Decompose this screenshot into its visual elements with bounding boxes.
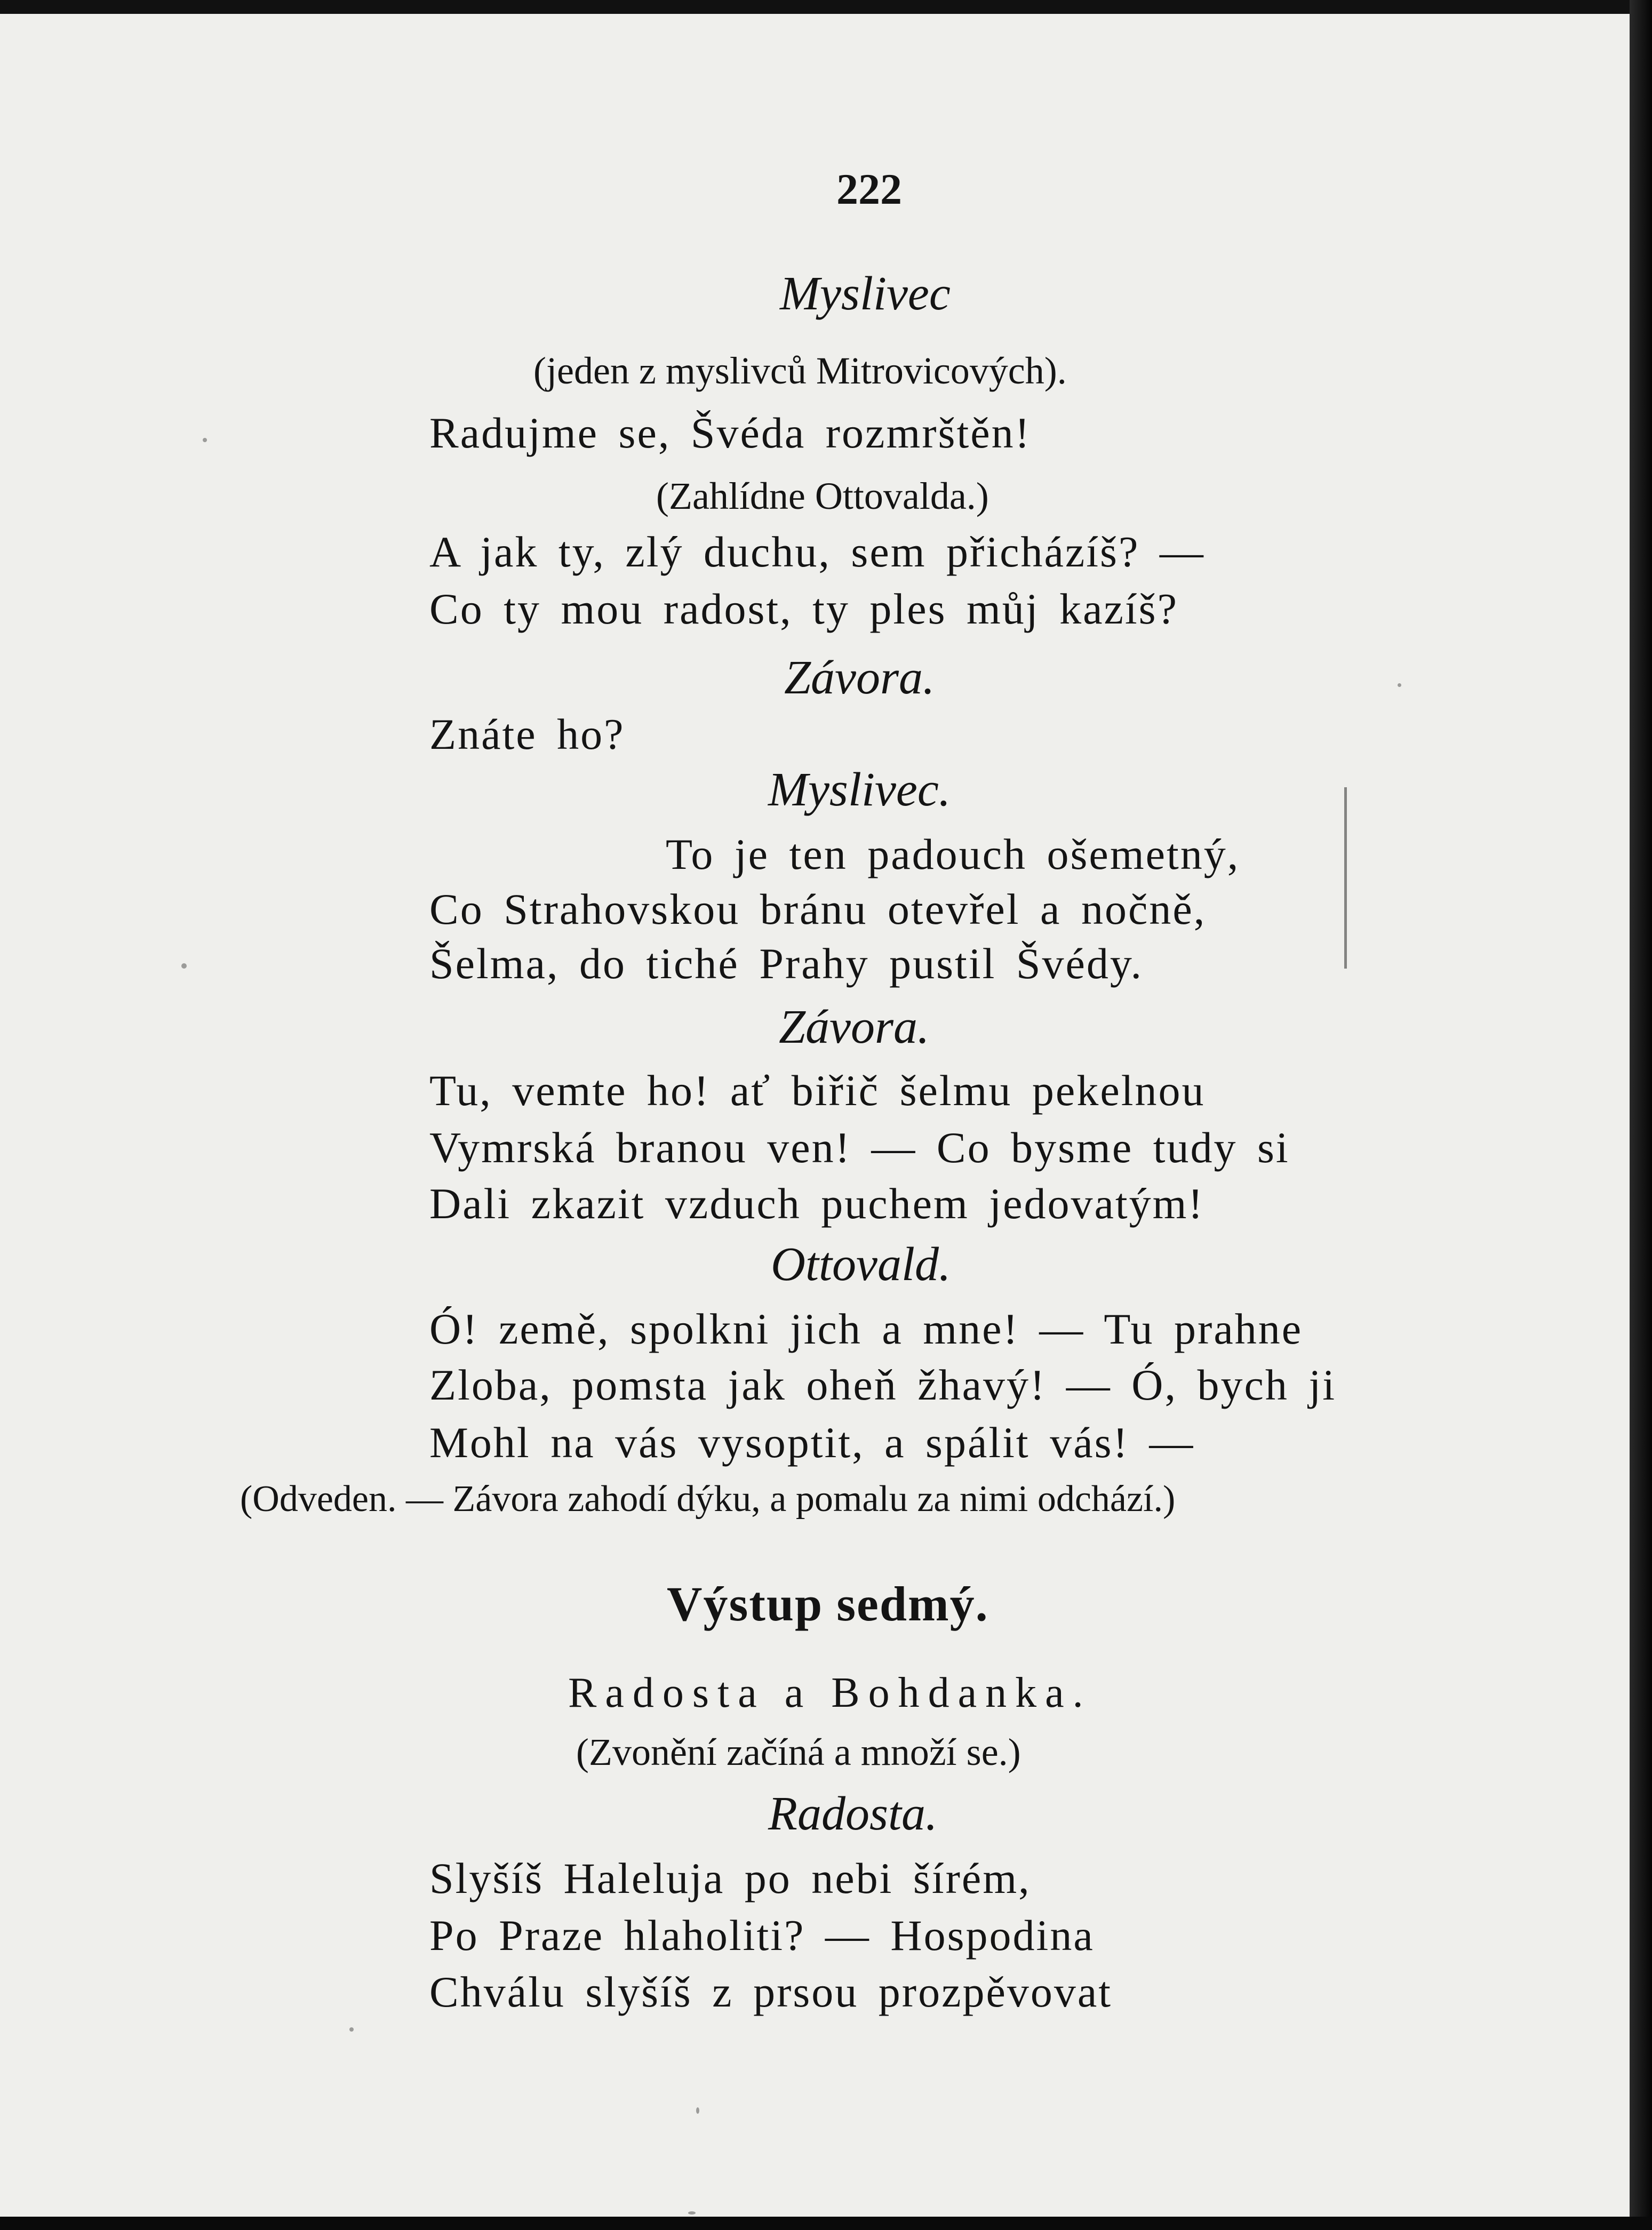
- stage-direction-exit: (Odveden. — Závora zahodí dýku, a pomalu za nimi odchází.): [240, 1478, 1176, 1520]
- verse-line: Slyšíš Haleluja po nebi šírém,: [429, 1854, 1031, 1903]
- speaker-radosta: Radosta.: [768, 1787, 938, 1840]
- stage-direction: (Zahlídne Ottovalda.): [656, 475, 989, 517]
- paper-speck: [1398, 683, 1401, 687]
- stage-direction: (jeden z myslivců Mitrovicových).: [533, 349, 1067, 392]
- verse-line: Co Strahovskou bránu otevřel a nočně,: [429, 885, 1207, 933]
- verse-line: Vymrská branou ven! — Co bysme tudy si: [429, 1123, 1290, 1172]
- verse-line: Znáte ho?: [429, 710, 625, 758]
- speaker-myslivec: Myslivec.: [768, 763, 951, 816]
- paper-speck: [203, 438, 207, 442]
- verse-line: Dali zkazit vzduch puchem jedovatým!: [429, 1179, 1204, 1228]
- verse-line: A jak ty, zlý duchu, sem přicházíš? —: [429, 527, 1205, 576]
- paper-speck: [349, 2027, 354, 2032]
- paper-speck: [181, 963, 187, 969]
- verse-line: Ó! země, spolkni jich a mne! — Tu prahne: [429, 1305, 1303, 1353]
- verse-line: Zloba, pomsta jak oheň žhavý! — Ó, bych ji: [429, 1361, 1336, 1409]
- scan-edge-bottom: [0, 2217, 1652, 2230]
- scene-characters: Radosta a Bohdanka.: [568, 1669, 1092, 1716]
- stage-direction: (Zvonění začíná a množí se.): [576, 1731, 1021, 1773]
- verse-line: Mohl na vás vysoptit, a spálit vás! —: [429, 1418, 1195, 1467]
- verse-line: Po Praze hlaholiti? — Hospodina: [429, 1911, 1095, 1960]
- verse-line: Chválu slyšíš z prsou prozpěvovat: [429, 1968, 1113, 2016]
- verse-line: Radujme se, Švéda rozmrštěn!: [429, 409, 1031, 457]
- paper-speck: [696, 2107, 699, 2114]
- verse-line: Co ty mou radost, ty ples můj kazíš?: [429, 585, 1178, 633]
- speaker-zavora: Závora.: [784, 651, 935, 704]
- speaker-zavora: Závora.: [779, 1001, 930, 1053]
- verse-line: To je ten padouch ošemetný,: [666, 830, 1240, 878]
- verse-line: Tu, vemte ho! ať biřič šelmu pekelnou: [429, 1066, 1206, 1115]
- speaker-myslivec: Myslivec: [780, 267, 951, 320]
- scan-edge-right: [1630, 0, 1652, 2230]
- page-number: 222: [836, 165, 902, 213]
- margin-mark: [1344, 787, 1347, 969]
- verse-line: Šelma, do tiché Prahy pustil Švédy.: [429, 939, 1144, 988]
- scene-heading: Výstup sedmý.: [667, 1577, 989, 1631]
- paper-speck: [688, 2211, 696, 2215]
- speaker-ottovald: Ottovald.: [771, 1238, 951, 1291]
